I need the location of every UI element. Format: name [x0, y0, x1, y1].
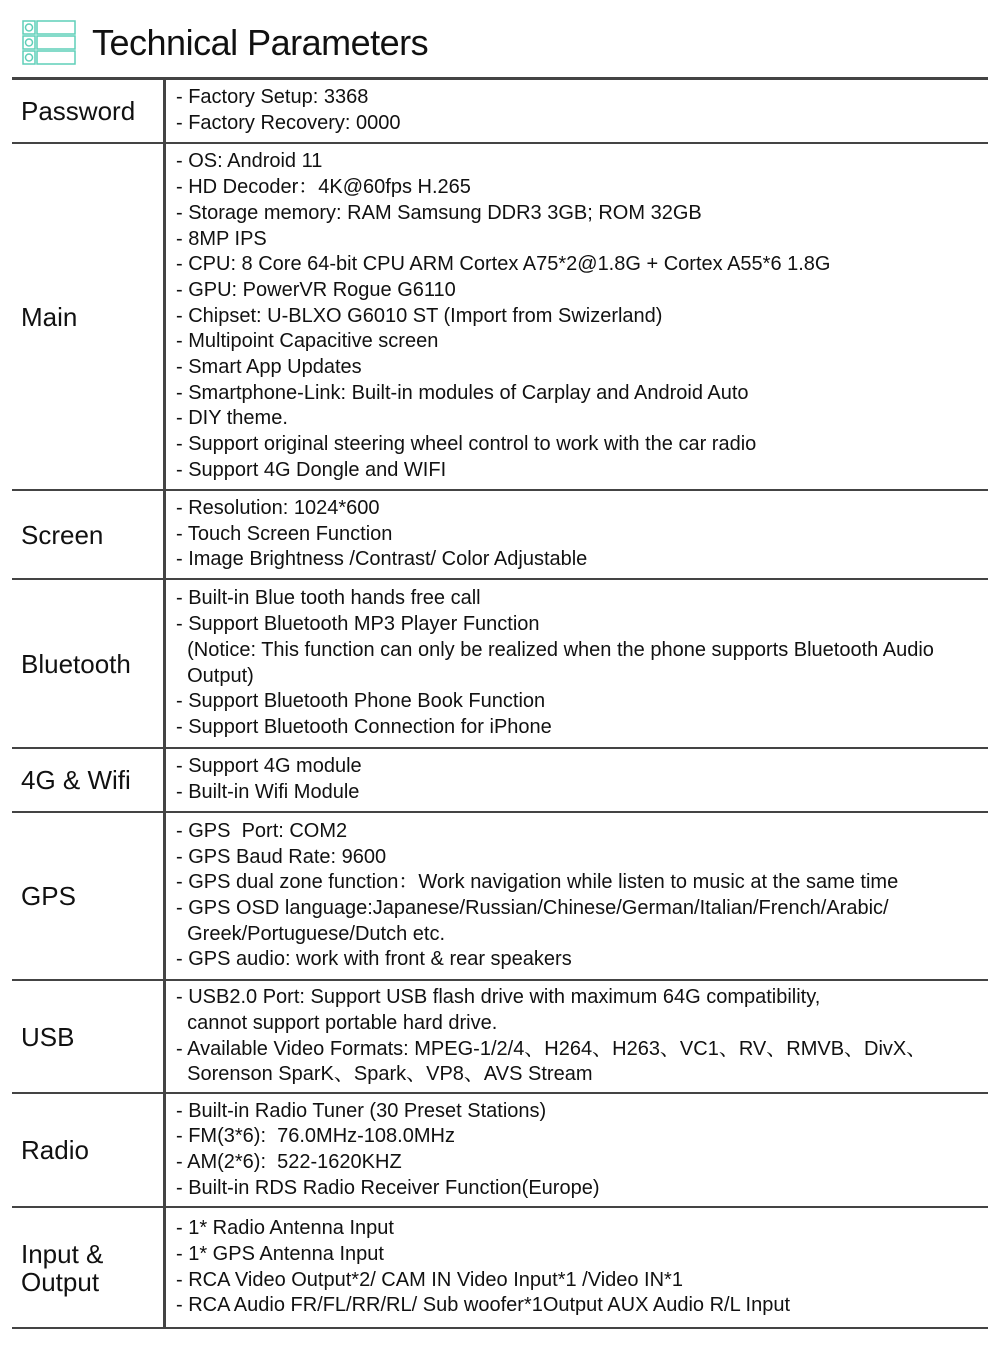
row-label: Main — [12, 144, 166, 489]
spec-item: - 1* Radio Antenna Input — [176, 1217, 394, 1240]
spec-item: - Built-in RDS Radio Receiver Function(Europe) — [176, 1176, 600, 1199]
row-items — [166, 749, 362, 811]
spec-item: Output) — [176, 664, 254, 687]
spec-row — [12, 144, 988, 491]
spec-item: - Support Bluetooth Connection for iPhone — [176, 715, 552, 738]
spec-row — [12, 580, 988, 749]
spec-row — [12, 981, 988, 1094]
spec-row — [12, 813, 988, 981]
spec-item: - AM(2*6): 522-1620KHZ — [176, 1151, 402, 1173]
row-label: Radio — [12, 1094, 166, 1206]
spec-item: - Built-in Blue tooth hands free call — [176, 587, 481, 610]
row-label: GPS — [12, 813, 166, 979]
spec-item: - GPS Port: COM2 — [176, 819, 348, 842]
row-label: USB — [12, 981, 166, 1092]
spec-item: - Built-in Radio Tuner (30 Preset Stations) — [176, 1099, 547, 1122]
spec-row — [12, 1094, 988, 1208]
spec-item: - Support 4G Dongle and WIFI — [176, 458, 447, 481]
row-label: 4G & Wifi — [12, 749, 166, 811]
spec-item: - Available Video Formats: MPEG-1/2/4、H264、H263、VC1、RV、RMVB、DivX、 — [176, 1037, 927, 1060]
spec-item: Greek/Portuguese/Dutch etc. — [176, 922, 446, 945]
row-label: Screen — [12, 491, 166, 578]
spec-item: (Notice: This function can only be realized when the phone supports Bluetooth Audio — [176, 638, 934, 661]
spec-item: - OS: Android 11 — [176, 150, 323, 173]
spec-item: - Resolution: 1024*600 — [176, 496, 380, 519]
spec-item: - RCA Video Output*2/ CAM IN Video Input*1 /Video IN*1 — [176, 1268, 683, 1291]
row-label: Password — [12, 80, 166, 142]
spec-item: - GPS audio: work with front & rear speakers — [176, 948, 572, 971]
spec-item: - USB2.0 Port: Support USB flash drive with maximum 64G compatibility, — [176, 986, 821, 1009]
row-items — [166, 491, 587, 578]
row-items — [166, 813, 898, 979]
spec-item: - Support original steering wheel control to work with the car radio — [176, 433, 757, 456]
spec-item: - Factory Recovery: 0000 — [176, 112, 401, 134]
spec-item: - Factory Setup: 3368 — [176, 86, 369, 109]
spec-item: - Smart App Updates — [176, 356, 362, 379]
spec-item: - Touch Screen Function — [176, 522, 393, 545]
spec-item: - Image Brightness /Contrast/ Color Adjustable — [176, 548, 588, 571]
spec-item: - GPU: PowerVR Rogue G6110 — [176, 278, 456, 301]
spec-item: - 8MP IPS — [176, 227, 267, 250]
row-items — [166, 580, 934, 747]
spec-item: - Support Bluetooth MP3 Player Function — [176, 613, 540, 636]
spec-item: - Support Bluetooth Phone Book Function — [176, 690, 546, 713]
row-items — [166, 1208, 790, 1327]
spec-item: - DIY theme. — [176, 407, 288, 430]
spec-item: - Built-in Wifi Module — [176, 781, 360, 803]
spec-item: - RCA Audio FR/FL/RR/RL/ Sub woofer*1Output AUX Audio R/L Input — [176, 1294, 791, 1317]
header — [22, 18, 428, 68]
spec-item: - GPS Baud Rate: 9600 — [176, 845, 387, 868]
spec-item: - 1* GPS Antenna Input — [176, 1242, 384, 1265]
spec-item: - GPS dual zone function：Work navigation while listen to music at the same time — [176, 871, 899, 894]
row-label: Input & Output — [12, 1208, 166, 1327]
list-icon — [22, 20, 76, 66]
spec-item: - Chipset: U-BLXO G6010 ST (Import from Swizerland) — [176, 304, 663, 327]
row-label: Bluetooth — [12, 580, 166, 747]
spec-item: - Multipoint Capacitive screen — [176, 330, 439, 353]
spec-item: - Storage memory: RAM Samsung DDR3 3GB; ROM 32GB — [176, 201, 702, 224]
row-items — [166, 1094, 600, 1206]
spec-item: - Support 4G module — [176, 755, 362, 778]
row-items — [166, 144, 830, 489]
spec-row — [12, 1208, 988, 1329]
spec-item: - HD Decoder：4K@60fps H.265 — [176, 176, 471, 199]
spec-row — [12, 749, 988, 813]
spec-item: cannot support portable hard drive. — [176, 1011, 498, 1034]
spec-row — [12, 491, 988, 580]
spec-item: Sorenson SparK、Spark、VP8、AVS Stream — [176, 1063, 593, 1086]
spec-item: - CPU: 8 Core 64-bit CPU ARM Cortex A75*2@1.8G + Cortex A55*6 1.8G — [176, 253, 831, 276]
page-title: Technical Parameters — [92, 22, 429, 63]
spec-item: - GPS OSD language:Japanese/Russian/Chinese/German/Italian/French/Arabic/ — [176, 897, 889, 919]
spec-item: - FM(3*6): 76.0MHz-108.0MHz — [176, 1125, 455, 1148]
spec-row — [12, 80, 988, 144]
row-items — [166, 80, 401, 142]
spec-item: - Smartphone-Link: Built-in modules of Carplay and Android Auto — [176, 381, 749, 404]
spec-table — [12, 77, 988, 1329]
row-items — [166, 981, 926, 1092]
